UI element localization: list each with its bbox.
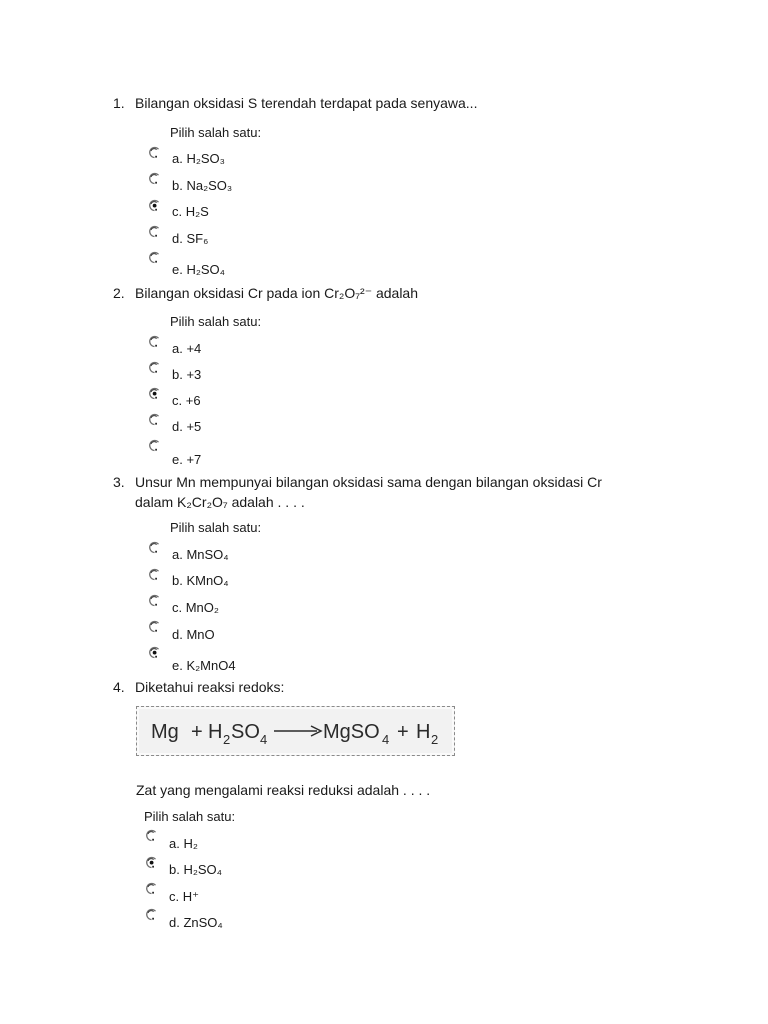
question-number: 2. (113, 285, 125, 301)
option-radio[interactable] (148, 439, 161, 452)
question-number: 3. (113, 474, 125, 490)
option-radio[interactable] (148, 225, 161, 238)
option-radio[interactable] (148, 335, 161, 348)
eq-plus-2: + (397, 721, 409, 743)
option-label[interactable]: d. ZnSO₄ (169, 915, 223, 930)
option-label[interactable]: c. H⁺ (169, 889, 199, 904)
option-radio[interactable] (148, 172, 161, 185)
question-text: Bilangan oksidasi S terendah terdapat pada senyawa... (135, 95, 478, 111)
option-radio[interactable] (148, 646, 161, 659)
question-text: Unsur Mn mempunyai bilangan oksidasi sama dengan bilangan oksidasi Cr (135, 474, 602, 490)
option-radio[interactable] (148, 387, 161, 400)
question-number: 4. (113, 679, 125, 695)
eq-product-1: MgSO (323, 721, 380, 743)
question-text: Diketahui reaksi redoks: (135, 679, 285, 695)
eq-reactant-1: Mg (151, 721, 179, 743)
question-text: Bilangan oksidasi Cr pada ion Cr₂O₇²⁻ adalah (135, 285, 419, 301)
option-label[interactable]: b. +3 (172, 367, 202, 382)
option-label[interactable]: d. SF₆ (172, 231, 209, 246)
reaction-equation (137, 707, 454, 755)
option-label[interactable]: c. MnO₂ (172, 600, 219, 615)
option-radio[interactable] (148, 251, 161, 264)
eq-reactant-2: H (208, 721, 223, 743)
option-radio[interactable] (145, 856, 158, 869)
choose-one-prompt: Pilih salah satu: (170, 314, 262, 329)
choose-one-prompt: Pilih salah satu: (170, 125, 262, 140)
option-label[interactable]: a. H₂SO₃ (172, 151, 225, 166)
option-label[interactable]: b. Na₂SO₃ (172, 178, 233, 193)
choose-one-prompt: Pilih salah satu: (170, 520, 262, 535)
reaction-equation-image (136, 706, 455, 756)
option-radio[interactable] (145, 882, 158, 895)
option-label[interactable]: a. +4 (172, 341, 202, 356)
question-text-line-2: Zat yang mengalami reaksi reduksi adalah . . . . (136, 782, 431, 798)
option-radio[interactable] (148, 199, 161, 212)
option-label[interactable]: d. MnO (172, 627, 215, 642)
option-radio[interactable] (148, 620, 161, 633)
option-radio[interactable] (148, 541, 161, 554)
option-radio[interactable] (148, 361, 161, 374)
eq-product-2: H (416, 721, 431, 743)
option-label[interactable]: c. +6 (172, 393, 201, 408)
option-label[interactable]: e. +7 (172, 452, 202, 467)
option-radio[interactable] (145, 908, 158, 921)
eq-reactant-2-mid: SO (231, 721, 260, 743)
option-label[interactable]: e. H₂SO₄ (172, 262, 225, 277)
eq-reactant-2-sub-1: 2 (223, 732, 231, 747)
option-label[interactable]: e. K₂MnO4 (172, 658, 236, 673)
option-label[interactable]: b. H₂SO₄ (169, 862, 222, 877)
option-label[interactable]: c. H₂S (172, 204, 209, 219)
choose-one-prompt: Pilih salah satu: (144, 809, 236, 824)
option-radio[interactable] (148, 413, 161, 426)
option-radio[interactable] (148, 594, 161, 607)
option-radio[interactable] (148, 146, 161, 159)
option-radio[interactable] (148, 568, 161, 581)
option-label[interactable]: d. +5 (172, 419, 202, 434)
option-label[interactable]: a. H₂ (169, 836, 198, 851)
question-number: 1. (113, 95, 125, 111)
question-text-line-2: dalam K₂Cr₂O₇ adalah . . . . (135, 494, 305, 510)
option-label[interactable]: a. MnSO₄ (172, 547, 229, 562)
option-radio[interactable] (145, 829, 158, 842)
eq-plus-1: + (191, 721, 203, 743)
eq-reactant-2-sub-2: 4 (260, 732, 268, 747)
eq-product-1-sub: 4 (382, 732, 390, 747)
option-label[interactable]: b. KMnO₄ (172, 573, 229, 588)
eq-product-2-sub: 2 (431, 732, 439, 747)
